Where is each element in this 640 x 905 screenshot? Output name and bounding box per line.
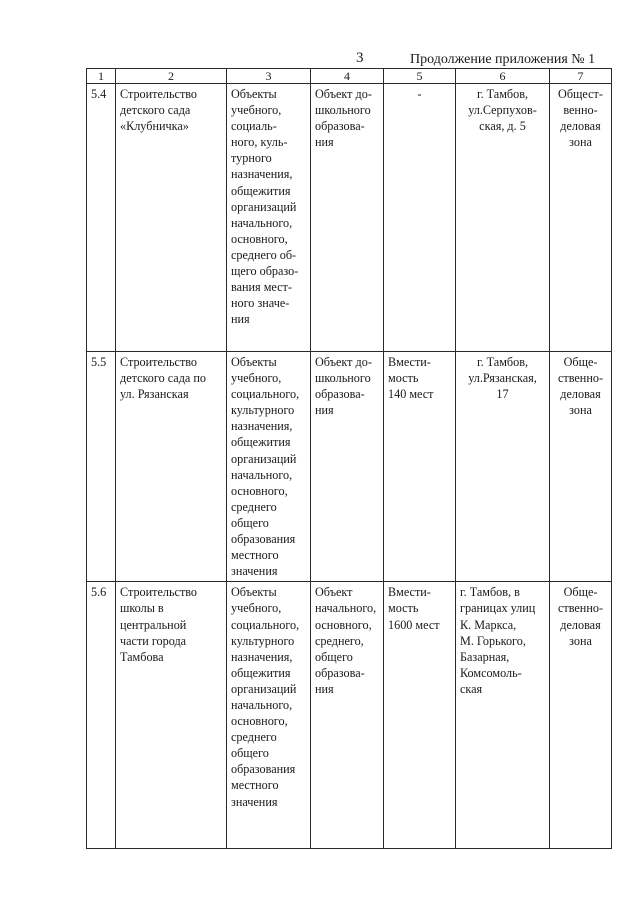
object-location-cell	[456, 84, 550, 352]
object-purpose-cell	[311, 582, 384, 849]
row-number: 5.6	[91, 585, 107, 600]
object-name: Строительство школы в центральной части города Тамбова	[120, 585, 198, 664]
object-purpose-cell	[311, 352, 384, 582]
object-capacity-cell	[384, 582, 456, 849]
column-header: 2	[116, 69, 227, 84]
row-number: 5.4	[91, 87, 107, 101]
object-type-cell	[227, 582, 311, 849]
object-type: Объекты учебного, социаль- ного, куль- турного назначения, общежития организаций начального, основного, среднего об- щего образо- вания мест- ного значе- ния	[231, 87, 299, 327]
column-header: 1	[87, 69, 116, 84]
column-header: 3	[227, 69, 311, 84]
table-row	[87, 352, 612, 582]
object-name-cell	[116, 352, 227, 582]
row-number-cell	[87, 84, 116, 352]
column-header: 6	[456, 69, 550, 84]
object-name: Строительство детского сада по ул. Рязанская	[120, 355, 206, 402]
object-location: г. Тамбов, ул.Серпухов- ская, д. 5	[468, 87, 537, 134]
functional-zone: Обще- ственно- деловая зона	[557, 585, 604, 648]
functional-zone-cell	[550, 84, 612, 352]
object-name: Строительство детского сада «Клубничка»	[120, 87, 198, 134]
object-location-cell	[456, 352, 550, 582]
object-name-cell	[116, 84, 227, 352]
object-purpose: Объект начального, основного, среднего, общего образова- ния	[315, 585, 377, 696]
column-header: 4	[311, 69, 384, 84]
functional-zone-cell	[550, 582, 612, 849]
object-type-cell	[227, 352, 311, 582]
object-location: г. Тамбов, в границах улиц К. Маркса, М. Горького, Базарная, Комсомоль- ская	[460, 585, 536, 696]
column-header: 7	[550, 69, 612, 84]
object-location: г. Тамбов, ул.Рязанская, 17	[468, 355, 537, 402]
table-row	[87, 582, 612, 849]
page-number: 3	[356, 50, 364, 66]
row-number-cell	[87, 352, 116, 582]
functional-zone: Общест- венно- деловая зона	[558, 87, 603, 150]
object-capacity-cell	[384, 84, 456, 352]
object-location-cell	[456, 582, 550, 849]
functional-zone-cell	[550, 352, 612, 582]
column-header: 5	[384, 69, 456, 84]
appendix-table	[86, 68, 612, 849]
row-number-cell	[87, 582, 116, 849]
object-purpose: Объект до- школьного образова- ния	[315, 355, 372, 418]
continuation-label: Продолжение приложения № 1	[410, 52, 596, 67]
column-number-row	[87, 69, 612, 84]
object-type-cell	[227, 84, 311, 352]
object-capacity: Вмести- мость 1600 мест	[388, 585, 440, 632]
table-row	[87, 84, 612, 352]
object-capacity: -	[417, 87, 422, 101]
object-capacity: Вмести- мость 140 мест	[388, 355, 434, 402]
object-purpose: Объект до- школьного образова- ния	[315, 87, 372, 150]
object-name-cell	[116, 582, 227, 849]
row-number: 5.5	[91, 355, 107, 369]
object-type: Объекты учебного, социального, культурного назначения, общежития организаций начального, основного, среднего общего образования местного значения	[231, 585, 300, 809]
object-purpose-cell	[311, 84, 384, 352]
object-type: Объекты учебного, социального, культурного назначения, общежития организаций начального, основного, среднего общего образования местного значения	[231, 355, 300, 579]
object-capacity-cell	[384, 352, 456, 582]
functional-zone: Обще- ственно- деловая зона	[557, 355, 604, 418]
